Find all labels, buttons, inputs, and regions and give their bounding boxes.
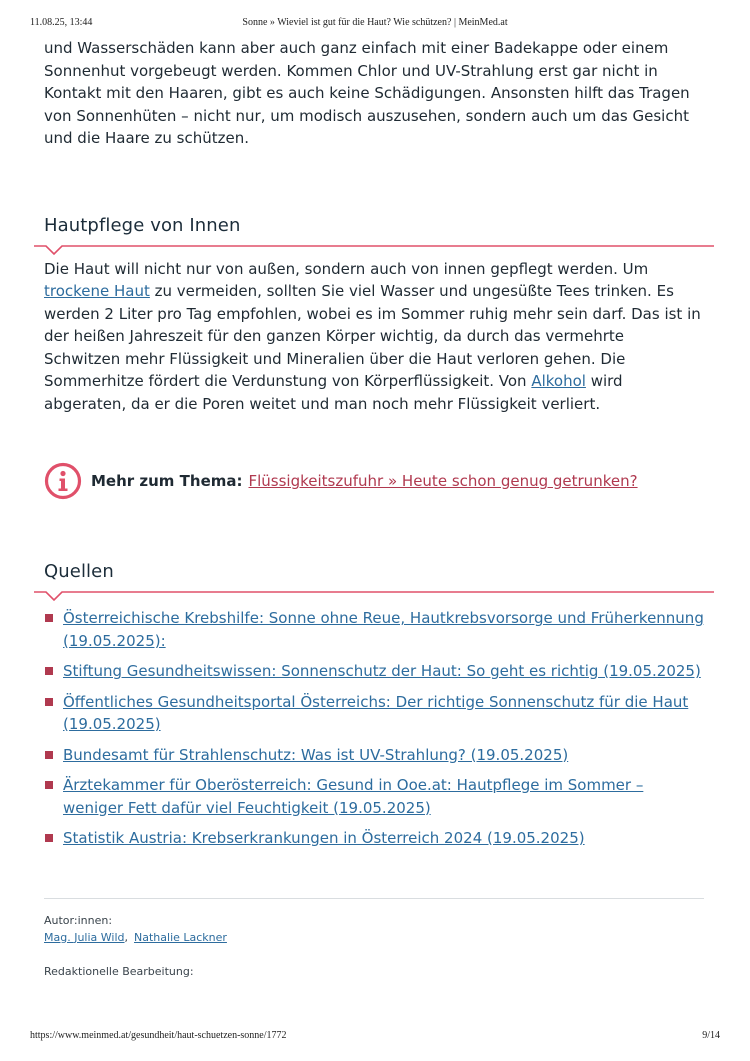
authors-label: Autor:innen: <box>44 913 113 927</box>
square-bullet-icon <box>45 751 53 759</box>
list-item <box>44 774 704 819</box>
section-sources <box>44 561 704 850</box>
list-item <box>44 744 704 767</box>
print-footer <box>30 1030 720 1044</box>
more-topic-link[interactable]: Flüssigkeitszufuhr » Heute schon genug getrunken? <box>248 472 638 490</box>
print-url: https://www.meinmed.at/gesundheit/haut-schuetzen-sonne/1772 <box>30 1030 287 1041</box>
section-paragraph <box>44 258 704 416</box>
link-alkohol[interactable]: Alkohol <box>531 372 586 390</box>
more-topic-label: Mehr zum Thema: <box>91 472 243 490</box>
author-link[interactable]: Mag. Julia Wild <box>44 930 125 944</box>
list-item <box>44 691 704 736</box>
list-item <box>44 660 704 683</box>
authors-names <box>44 931 704 944</box>
section-heading: Quellen <box>44 561 114 582</box>
authors-block <box>44 914 704 944</box>
list-item <box>44 607 704 652</box>
source-link[interactable]: Bundesamt für Strahlenschutz: Was ist UV-Strahlung? (19.05.2025) <box>63 745 569 764</box>
paragraph-text: zu vermeiden, sollten Sie viel Wasser und ungesüßte Tees trinken. Es werden 2 Liter pro Tag empfohlen, wobei es im Sommer ruhig mehr sein darf. Das ist in der heißen Jahreszeit für den ganzen Körper wichtig, da durch das vermehrte Schwitzen mehr Flüssigkeit und Mineralien über die Haut verloren gehen. Die Sommerhitze fördert die Verdunstung von Körperflüssigkeit. Von <box>44 282 701 390</box>
source-link[interactable]: Statistik Austria: Krebserkrankungen in Österreich 2024 (19.05.2025) <box>63 829 585 847</box>
section-divider <box>34 590 714 602</box>
source-link[interactable]: Ärztekammer für Oberösterreich: Gesund in Ooe.at: Hautpflege im Sommer – weniger Fett dafür viel Feuchtigkeit (19.05.2025) <box>63 776 644 817</box>
author-separator: , <box>124 930 129 944</box>
info-circle-icon <box>44 462 82 500</box>
author-link[interactable]: Nathalie Lackner <box>134 930 227 944</box>
article-content <box>44 37 704 978</box>
more-topic-box <box>44 461 704 501</box>
editorial-label: Redaktionelle Bearbeitung: <box>44 964 194 978</box>
intro-paragraph: und Wasserschäden kann aber auch ganz einfach mit einer Badekappe oder einem Sonnenhut vorgebeugt werden. Kommen Chlor und UV-Strahlung erst gar nicht in Kontakt mit den Haaren, gibt es auch keine Schädigungen. Ansonsten hilft das Tragen von Sonnenhüten – nicht nur, um modisch auszusehen, sondern auch um das Gesicht und die Haare zu schützen. <box>44 39 690 147</box>
footer-divider <box>44 898 704 899</box>
print-title: Sonne » Wieviel ist gut für die Haut? Wie schützen? | MeinMed.at <box>242 17 508 28</box>
square-bullet-icon <box>45 698 53 706</box>
source-link[interactable]: Stiftung Gesundheitswissen: Sonnenschutz der Haut: So geht es richtig (19.05.2025) <box>63 662 701 680</box>
print-header <box>30 17 720 31</box>
square-bullet-icon <box>45 614 53 622</box>
square-bullet-icon <box>45 834 53 842</box>
source-link[interactable]: Österreichische Krebshilfe: Sonne ohne Reue, Hautkrebsvorsorge und Früherkennung (19.05.2025): <box>63 609 704 650</box>
page-number: 9/14 <box>702 1030 720 1041</box>
source-link[interactable]: Öffentliches Gesundheitsportal Österreichs: Der richtige Sonnenschutz für die Haut (19.05.2025) <box>63 692 689 733</box>
link-trockene-haut[interactable]: trockene Haut <box>44 282 150 300</box>
list-item <box>44 827 704 850</box>
print-date: 11.08.25, 13:44 <box>30 17 93 28</box>
paragraph-text: wird abgeraten, da er die Poren weitet und man noch mehr Flüssigkeit verliert. <box>44 372 623 413</box>
square-bullet-icon <box>45 667 53 675</box>
paragraph-text: Die Haut will nicht nur von außen, sondern auch von innen gepflegt werden. Um <box>44 259 649 278</box>
sources-list <box>44 607 704 850</box>
square-bullet-icon <box>45 781 53 789</box>
section-heading: Hautpflege von Innen <box>44 214 241 236</box>
section-hautpflege-innen <box>44 215 704 416</box>
section-divider <box>34 244 714 256</box>
